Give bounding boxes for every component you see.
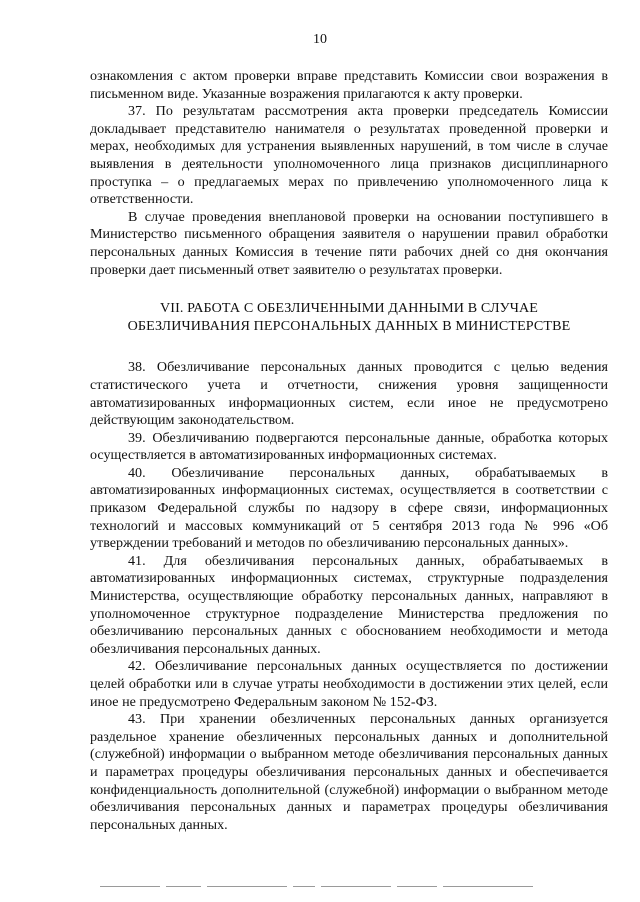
section-heading-line-1: VII. РАБОТА С ОБЕЗЛИЧЕННЫМИ ДАННЫМИ В СЛУЧАЕ: [160, 300, 538, 317]
paragraph-42: 42. Обезличивание персональных данных осуществляется по достижении целей обработки или в случае утраты необходимости в достижении этих целей, если иное не предусмотрено Федеральным законом № 152-ФЗ.: [90, 658, 608, 710]
document-body: [90, 68, 608, 834]
paragraph-40: 40. Обезличивание персональных данных, обрабатываемых в автоматизированных информационных системах, осуществляется в соответствии с приказом Федеральной службы по надзору в сфере связи, информационных технологий и массовых коммуникаций от 5 сентября 2013 года № 996 «Об утверждении требований и методов по обезличиванию персональных данных».: [90, 464, 608, 552]
paragraph-37: 37. По результатам рассмотрения акта проверки председатель Комиссии докладывает представителю нанимателя о результатах проведенной проверки и мерах, необходимых для устранения выявленных нарушений, в том числе в случае выявления в деятельности уполномоченного лица признаков дисциплинарного проступка – о предлагаемых мерах по привлечению уполномоченного лица к ответственности.: [90, 103, 608, 208]
scan-edge-artifact: [0, 884, 640, 888]
paragraph-unscheduled-check: В случае проведения внеплановой проверки на основании поступившего в Министерство письменного обращения заявителя о нарушении правил обработки персональных данных Комиссия в течение пяти рабочих дней со дня окончания проверки дает письменный ответ заявителю о результатах проверки.: [90, 208, 608, 278]
section-heading-line-2: ОБЕЗЛИЧИВАНИЯ ПЕРСОНАЛЬНЫХ ДАННЫХ В МИНИСТЕРСТВЕ: [127, 317, 571, 334]
page-number: 10: [313, 32, 327, 47]
paragraph-39: 39. Обезличиванию подвергаются персональные данные, обработка которых осуществляется в автоматизированных информационных системах.: [90, 429, 608, 464]
paragraph-38: 38. Обезличивание персональных данных проводится с целью ведения статистического учета и отчетности, снижения уровня защищенности автоматизированных информационных систем, если иное не предусмотрено действующим законодательством.: [90, 359, 608, 429]
paragraph-43: 43. При хранении обезличенных персональных данных организуется раздельное хранение обезличенных персональных данных и дополнительной (служебной) информации о выбранном методе обезличивания персональных данных и параметрах процедуры обезличивания персональных данных и обеспечивается конфиденциальность дополнительной (служебной) информации о выбранном методе обезличивания персональных данных и параметрах процедуры обезличивания персональных данных.: [90, 711, 608, 833]
paragraph-41: 41. Для обезличивания персональных данных, обрабатываемых в автоматизированных информационных системах, структурные подразделения Министерства, осуществляющие обработку персональных данных, направляют в уполномоченное структурное подразделение Министерства предложения по обезличиванию персональных данных с обоснованием необходимости и метода обезличивания персональных данных.: [90, 552, 608, 657]
paragraph-continuation: ознакомления с актом проверки вправе представить Комиссии свои возражения в письменном виде. Указанные возражения прилагаются к акту проверки.: [90, 68, 608, 102]
section-heading: [90, 300, 608, 335]
